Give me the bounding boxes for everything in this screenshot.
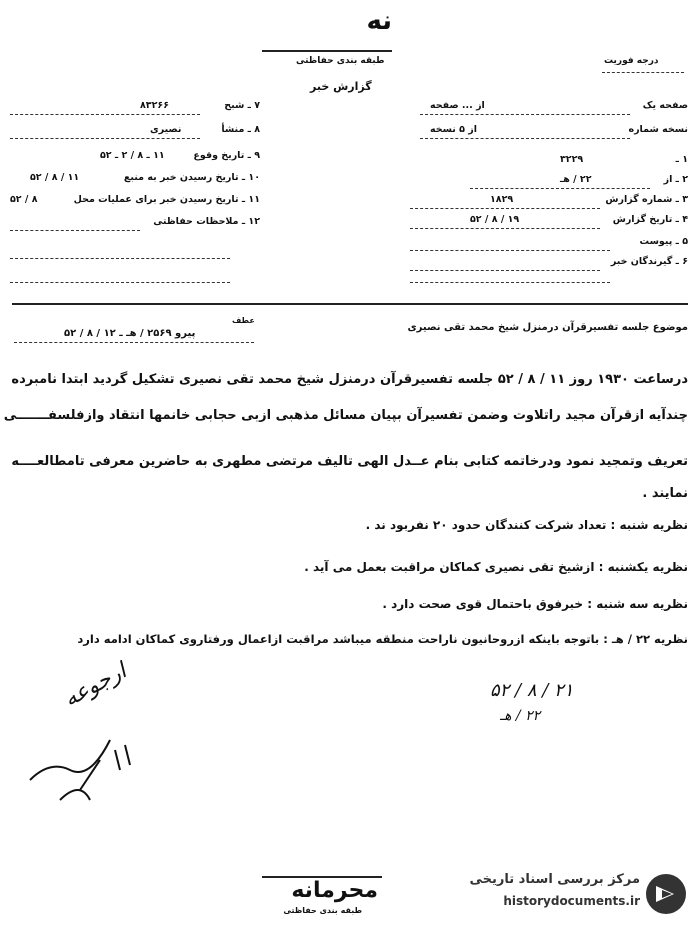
body-line: نمایند . xyxy=(642,486,688,501)
report-title: گزارش خبر xyxy=(310,80,372,93)
classification-stamp-top xyxy=(262,6,392,52)
comment-line: نظریه یکشنبه : ازشیخ تقی نصیری کماکان مراقبت بعمل می آید . xyxy=(304,560,688,574)
handwritten-date: ۵۲ / ۸ / ۲۱ xyxy=(490,680,574,701)
right-field-label: صفحه یک xyxy=(642,100,688,111)
handwritten-signature xyxy=(20,700,150,810)
right-field-label: نسخه شماره xyxy=(628,124,688,135)
left-field-label: ۷ ـ شبح xyxy=(224,100,260,111)
right-field-value: از ... صفحه xyxy=(430,100,485,111)
header-separator xyxy=(12,303,688,305)
left-field-value: ۸۳۲۶۶ xyxy=(140,100,169,111)
right-field-value: ۱۹ / ۸ / ۵۲ xyxy=(470,214,520,225)
left-field-value: ۱۱ / ۸ / ۵۲ xyxy=(30,172,80,183)
watermark-logo-icon xyxy=(644,872,688,916)
comment-line: نظریه ۲۲ / هـ : باتوجه باینکه ازروحانیون ناراحت منطقه میباشد مراقبت ازاعمال ورفتاروی کماکان ادامه دارد xyxy=(77,632,688,646)
stamp-sub: طبقه بندی حفاظتی xyxy=(283,906,362,915)
right-field-label: ۳ ـ شماره گزارش xyxy=(605,194,688,205)
urgency-underline xyxy=(602,72,684,73)
right-blank-line xyxy=(410,282,610,283)
left-blank-line xyxy=(10,258,230,259)
left-field-label: ۸ ـ منشأ xyxy=(221,124,260,135)
handwritten-ref: ۲۲ / هـ xyxy=(500,708,541,724)
left-field-label: ۹ ـ تاریخ وقوع xyxy=(193,150,260,161)
right-field-label: ۵ ـ پیوست xyxy=(639,236,688,247)
watermark xyxy=(438,870,690,922)
right-field-label: ۶ ـ گیرندگان خبر xyxy=(610,256,688,267)
reference-value: پیرو ۲۵۶۹ / هـ ـ ۱۲ / ۸ / ۵۲ xyxy=(64,328,196,339)
left-field-label: ۱۰ ـ تاریخ رسیدن خبر به منبع xyxy=(123,172,260,183)
left-field-value: نصیری xyxy=(150,124,182,135)
comment-line: نظریه شنبه : تعداد شرکت کنندگان حدود ۲۰ نفربود ند . xyxy=(365,518,688,532)
right-field-value: ۳۲۲۹ xyxy=(560,154,584,165)
left-field-label: ۱۲ ـ ملاحظات حفاظتی xyxy=(153,216,260,227)
classification-stamp-text: نه xyxy=(366,6,392,36)
left-field-label: ۱۱ ـ تاریخ رسیدن خبر برای عملیات محل xyxy=(73,194,260,205)
left-field-value: ۱۱ ـ ۸ / ۲ ـ ۵۲ xyxy=(100,150,165,161)
right-field-label: ۲ ـ از xyxy=(663,174,688,185)
reference-label: عطف xyxy=(232,316,255,325)
urgency-label: درجه فوریت xyxy=(604,56,659,66)
body-line: چندآیه ازقرآن مجید راتلاوت وضمن تفسیرآن بپیان مسائل مذهبی ازبی حجابی خانمها انتقاد وازفلسفـــــــی xyxy=(3,408,688,423)
department-label: طبقه بندی حفاظتی xyxy=(296,56,385,66)
left-blank-line xyxy=(10,282,230,283)
watermark-site: historydocuments.ir xyxy=(503,894,640,908)
right-field-value: از ۵ نسخه xyxy=(430,124,478,135)
right-field-label: ۴ ـ تاریخ گزارش xyxy=(612,214,688,225)
subject-label: موضوع xyxy=(652,322,688,333)
classification-stamp-bottom xyxy=(262,876,382,918)
handwritten-note-left: ارجوعه xyxy=(60,658,131,713)
body-line: تعریف وتمجید نمود ودرخاتمه کتابی بنام عــدل الهی تالیف مرتضی مطهری به حاضرین معرفی تامطالعــــه xyxy=(11,454,688,469)
watermark-org-name: مرکز بررسی اسناد تاریخی xyxy=(469,872,640,887)
stamp-word: محرمانه xyxy=(291,878,378,903)
comment-line: نظریه سه شنبه : خبرفوق باحتمال قوی صحت دارد . xyxy=(382,597,688,611)
subject-text: جلسه تفسیرقرآن درمنزل شیخ محمد تقی نصیری xyxy=(407,322,650,333)
right-field-value: ۲۲ / هـ xyxy=(560,174,592,185)
right-field-label: ۱ ـ xyxy=(675,154,688,165)
reference-underline xyxy=(14,342,254,343)
left-field-value: ۸ / ۵۲ xyxy=(10,194,38,205)
right-field-value: ۱۸۲۹ xyxy=(490,194,514,205)
subject-line xyxy=(407,322,688,333)
body-line: درساعت ۱۹۳۰ روز ۱۱ / ۸ / ۵۲ جلسه تفسیرقرآن درمنزل شیخ محمد تقی نصیری تشکیل گردید ابتدا نامبرده xyxy=(11,372,688,387)
